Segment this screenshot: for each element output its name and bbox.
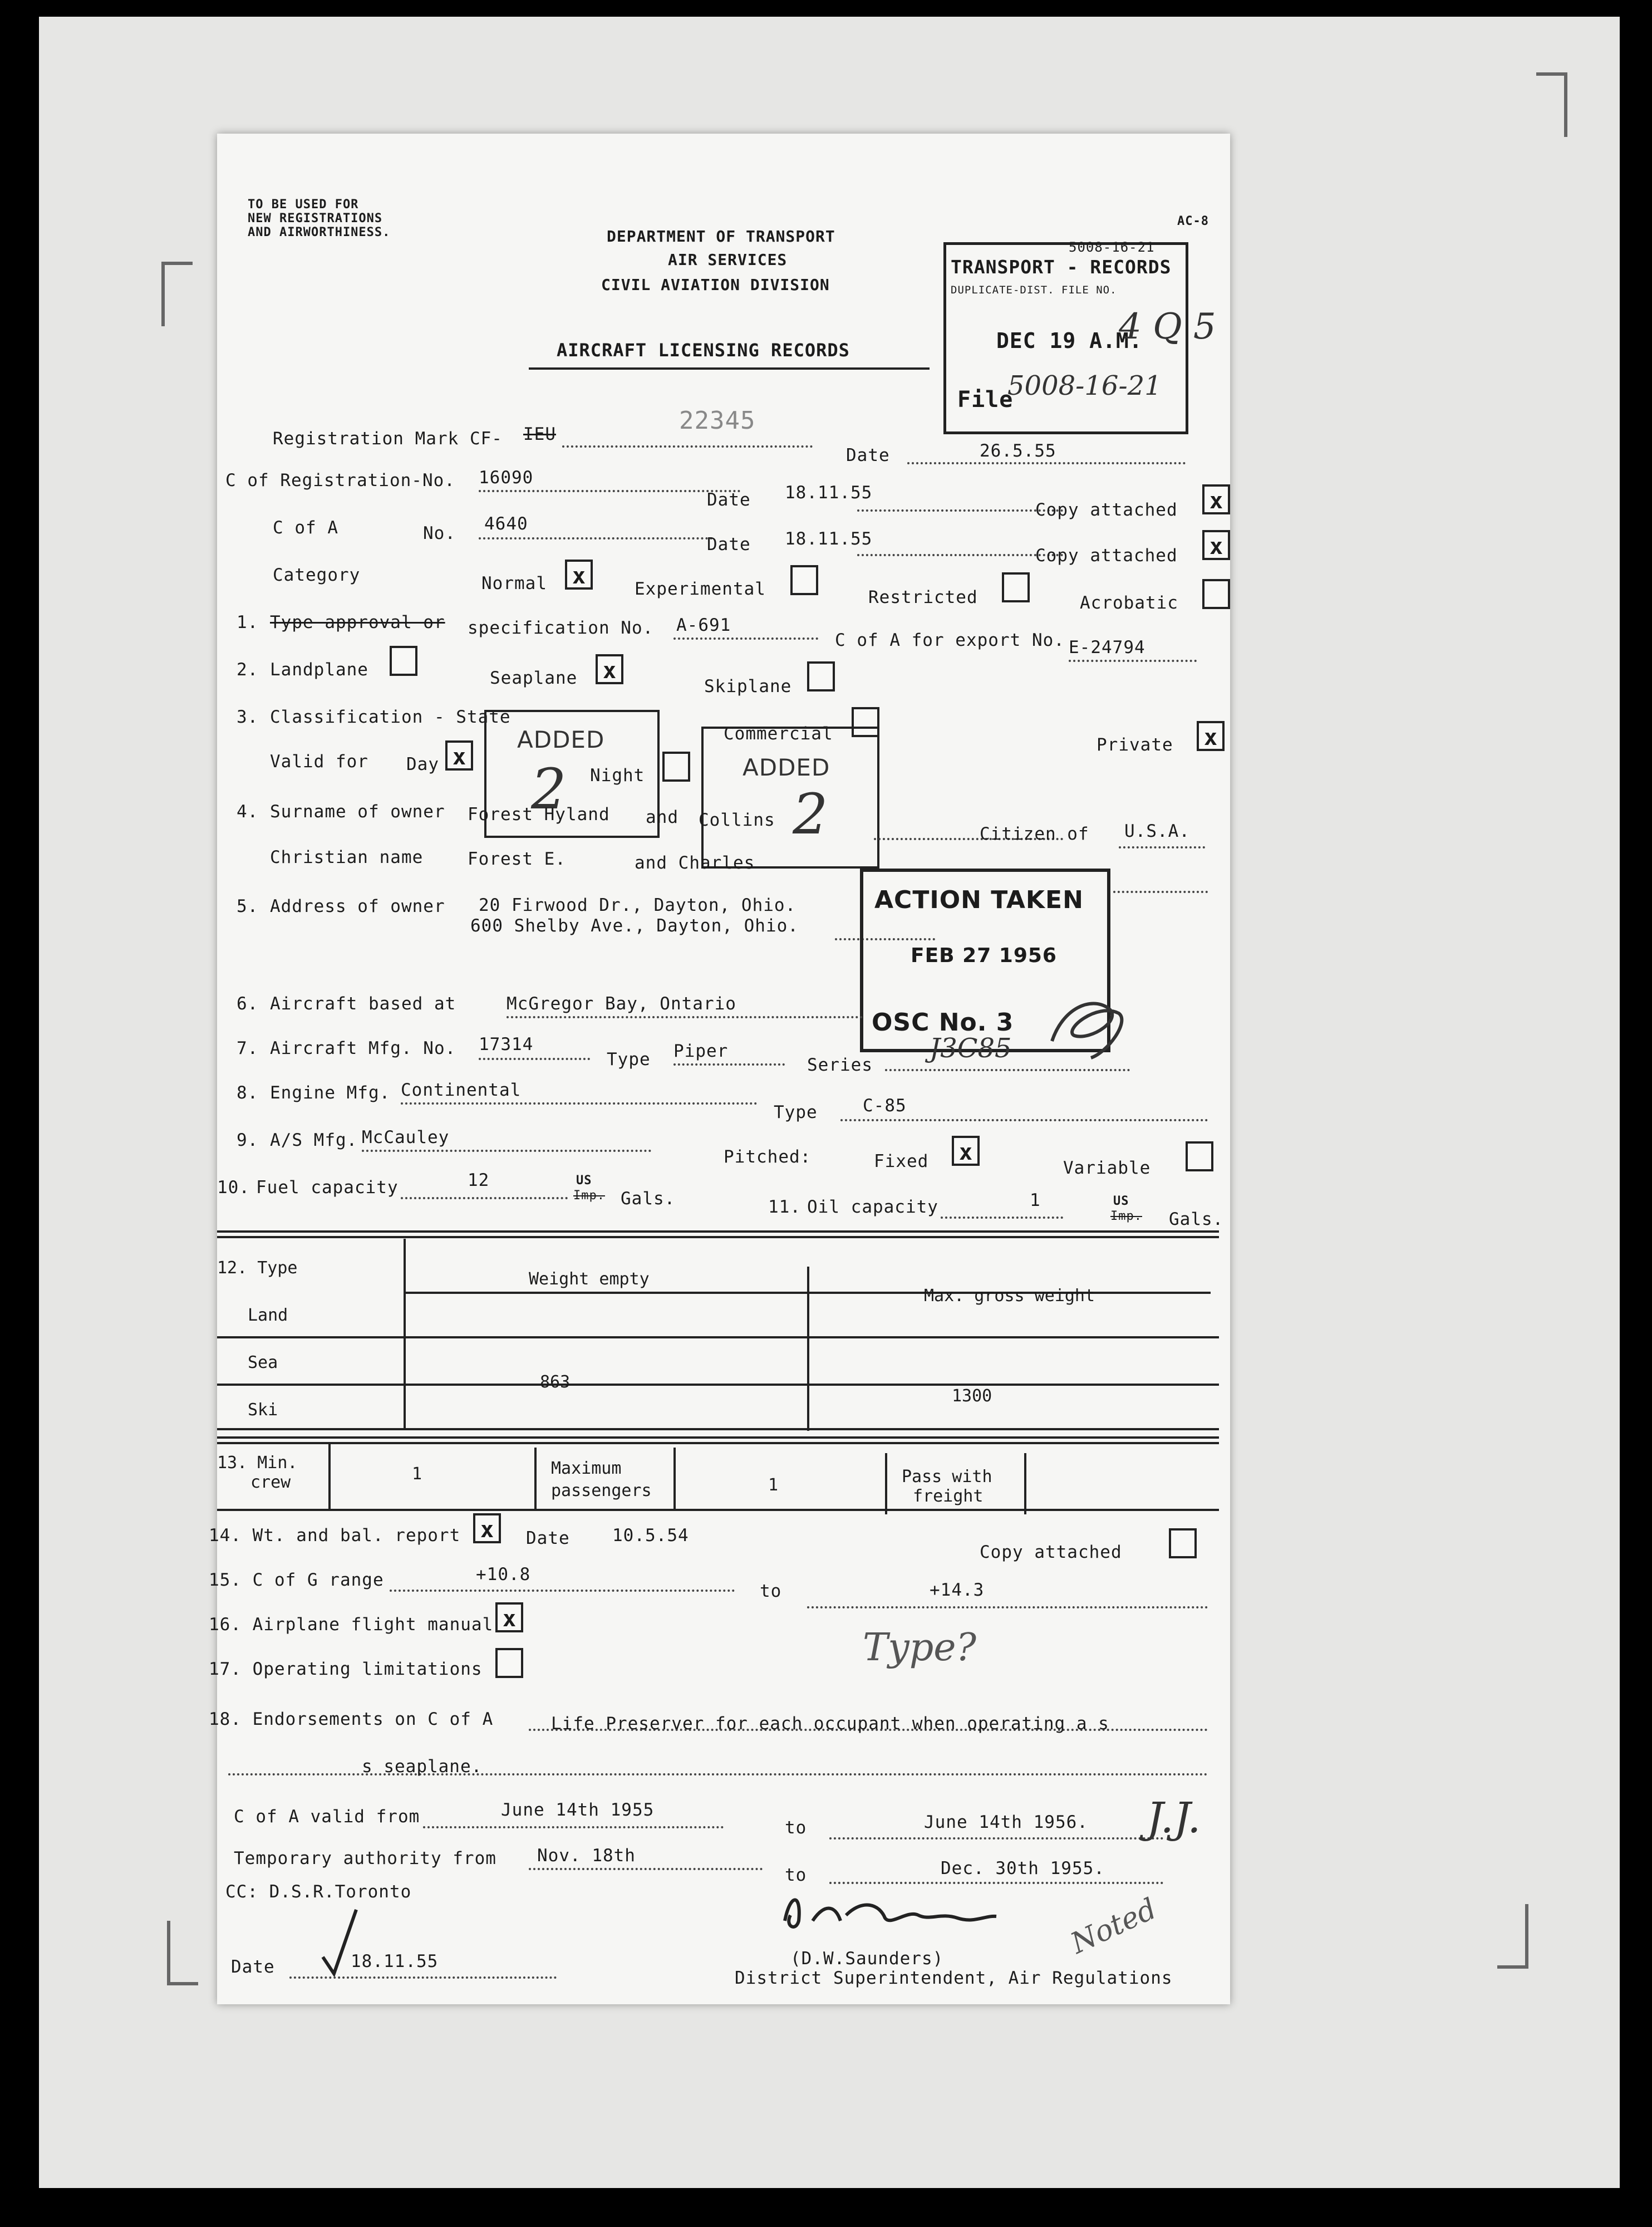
side-note: Noted [1065,1892,1162,1961]
use-note-1: TO BE USED FOR [248,198,359,212]
based-label: Aircraft based at [270,994,456,1014]
christian-label: Christian name [270,847,424,867]
bottom-date: 18.11.55 [351,1951,439,1971]
fuel-label: Fuel capacity [256,1178,399,1198]
item-10-number: 10. [217,1178,250,1198]
item-9-number: 9. [237,1130,259,1150]
civil-aviation-division: CIVIL AVIATION DIVISION [601,276,830,294]
crew-divider-5 [1024,1453,1026,1514]
private-checkbox[interactable]: x [1197,721,1225,751]
private-label: Private [1097,735,1173,755]
as-mfg: McCauley [362,1127,450,1147]
oplim-checkbox[interactable] [495,1648,523,1678]
dots-fuel [401,1197,568,1199]
weight-row-ski: Ski [248,1400,278,1420]
dots-citizen [1119,846,1205,848]
oplim-note: Type? [863,1626,976,1670]
crew-table-bottom [217,1509,1219,1511]
normal-checkbox[interactable]: x [565,560,593,590]
landplane-label: Landplane [270,660,368,680]
dots-valid-from [423,1826,724,1828]
added-stamp-1-label: ADDED [517,726,605,753]
variable-checkbox[interactable] [1186,1141,1213,1171]
use-note-2: NEW REGISTRATIONS [248,212,383,225]
oil-label: Oil capacity [807,1197,938,1217]
min-crew-value: 1 [412,1464,422,1484]
dots-oil [941,1216,1063,1219]
engine-type-label: Type [774,1102,818,1122]
dots-engine [401,1102,757,1105]
day-checkbox[interactable]: x [445,740,473,771]
item-6-number: 6. [237,994,259,1014]
address-line-2: 600 Shelby Ave., Dayton, Ohio. [470,916,799,936]
date-label: Date [846,445,890,465]
cofa-no-label: No. [423,523,456,543]
as-label: A/S Mfg. [270,1130,358,1150]
dots-spec [673,637,818,640]
temp-to: Dec. 30th 1955. [941,1858,1105,1878]
signer-title: District Superintendent, Air Regulations [735,1968,1173,1988]
oil-value: 1 [1030,1190,1041,1210]
wb-date-label: Date [526,1528,570,1548]
based-at: McGregor Bay, Ontario [507,994,736,1014]
cc-line: CC: D.S.R.Toronto [225,1882,412,1902]
temp-to-label: to [785,1865,807,1885]
dots-temp-from [529,1868,763,1870]
cofa-copy-label: Copy attached [1035,546,1178,566]
added-stamp-2-number: 2 [793,782,828,847]
variable-label: Variable [1063,1158,1151,1178]
crew-divider-4 [885,1453,887,1514]
action-stamp-initials [1041,974,1135,1069]
category-experimental: Experimental [635,579,766,599]
mfg-no: 17314 [479,1034,534,1054]
oil-imp: Imp. [1110,1209,1142,1223]
dots-type [673,1063,785,1066]
corner-bracket-top-right [1536,72,1567,137]
valid-from: June 14th 1955 [501,1800,655,1820]
dots-valid-to [829,1837,1163,1840]
oplim-label: 17. Operating limitations [209,1659,483,1679]
reg-date: 26.5.55 [980,441,1056,461]
dots-series [885,1069,1130,1071]
transport-stamp-date: DEC 19 A.M. [996,328,1143,353]
cofa-date: 18.11.55 [785,529,873,549]
landplane-checkbox[interactable] [390,646,417,676]
spec-label: specification No. [468,618,654,638]
oil-us: US [1113,1194,1129,1208]
item-4-number: 4. [237,802,259,822]
type-approval-struck: Type approval or [270,612,445,632]
dots-reg-mark [562,445,813,448]
transport-stamp-title: TRANSPORT - RECORDS [951,256,1172,278]
fuel-value: 12 [468,1170,490,1190]
signature [774,1882,1007,1943]
endorse-line-1: Life Preserver for each occupant when operating a s [551,1714,1109,1734]
top-file-number: 5008-16-21 [1069,239,1155,255]
weight-table-bottom [217,1428,1219,1430]
pass-freight-label-1: Pass with [902,1467,992,1487]
item-11-number: 11. [768,1197,801,1217]
weight-type-header: 12. Type [217,1258,298,1278]
crew-divider-3 [673,1448,676,1509]
christian-name-2: and Charles [635,853,755,873]
max-pass-label-1: Maximum [551,1459,622,1478]
weight-row-line-2 [217,1336,1219,1338]
action-stamp-date: FEB 27 1956 [911,944,1057,967]
mfg-label: Aircraft Mfg. No. [270,1038,456,1058]
wb-copy-label: Copy attached [980,1542,1122,1562]
item-1-number: 1. [237,612,259,632]
acrobatic-checkbox[interactable] [1202,579,1230,609]
seaplane-label: Seaplane [490,668,578,688]
cofr-no: 16090 [479,468,534,488]
licensing-record-form [209,134,1230,2004]
wb-label: 14. Wt. and bal. report [209,1525,461,1546]
pitched-label: Pitched: [724,1147,812,1167]
added-stamp-1-number: 2 [531,757,567,822]
dots-engine-type [840,1119,1208,1121]
cg-label: 15. C of G range [209,1570,384,1590]
valid-to: June 14th 1956. [924,1812,1088,1832]
max-pass-label-2: passengers [551,1481,652,1500]
cg-from: +10.8 [476,1564,531,1585]
owner-surname: Forest Hyland [468,805,610,825]
action-stamp-osc: OSC No. 3 [872,1008,1014,1037]
cofr-label: C of Registration-No. [225,470,455,490]
afm-label: 16. Airplane flight manual [209,1615,494,1635]
commercial-label: Commercial [724,724,833,744]
item-5-number: 5. [237,896,259,916]
weight-sea-empty: 863 [540,1372,571,1392]
weight-sea-gross: 1300 [952,1386,992,1406]
weight-row-sea: Sea [248,1353,278,1372]
crew-divider-2 [534,1448,537,1509]
seaplane-checkbox[interactable]: x [596,654,623,684]
dots-cofa-date [857,554,1063,556]
dots-cofa [479,537,712,539]
owner-surname-2: Collins [699,810,775,830]
added-stamp-2 [701,727,879,869]
margin-note: 4 Q 5 [1119,306,1216,347]
owner-label: Surname of owner [270,802,445,822]
category-label: Category [273,565,361,585]
added-stamp-2-label: ADDED [743,754,830,781]
cofr-copy-label: Copy attached [1035,500,1178,520]
item-7-number: 7. [237,1038,259,1058]
aircraft-type: Piper [673,1041,729,1061]
item-2-number: 2. [237,660,259,680]
dots-bottom-date [289,1976,557,1979]
fuel-us: US [576,1174,592,1188]
item-8-number: 8. [237,1083,259,1103]
export-label: C of A for export No. [835,630,1065,650]
citizen-label: Citizen of [980,824,1089,844]
bottom-date-label: Date [231,1957,275,1977]
classification-label: Classification - State [270,707,511,727]
air-services: AIR SERVICES [668,251,788,269]
temp-from: Nov. 18th [537,1846,636,1866]
night-label: Night [590,766,645,786]
engine-label: Engine Mfg. [270,1083,391,1103]
skiplane-checkbox[interactable] [807,661,835,691]
weight-table-top [217,1230,1219,1233]
address-line-1: 20 Firwood Dr., Dayton, Ohio. [479,895,796,915]
series-label: Series [807,1055,873,1075]
initials: J.J. [1147,1793,1201,1842]
wb-checkbox[interactable]: x [473,1513,501,1543]
transport-stamp-file-label: File [957,387,1014,413]
checkmark-icon [317,1904,362,1976]
title-underline [529,367,930,370]
corner-bracket-top-left [161,262,193,326]
cofa-copy-checkbox[interactable]: x [1202,530,1230,560]
fixed-checkbox[interactable]: x [952,1136,980,1166]
day-label: Day [406,754,439,774]
weight-table-top-2 [217,1236,1219,1238]
weight-empty-header: Weight empty [529,1269,650,1289]
action-stamp-title: ACTION TAKEN [874,886,1084,914]
max-pass-value: 1 [768,1475,779,1495]
cg-to: +14.3 [930,1580,985,1600]
skiplane-label: Skiplane [704,676,792,696]
valid-from-label: C of A valid from [234,1807,420,1827]
form-number: AC-8 [1177,214,1209,228]
afm-checkbox[interactable]: x [495,1602,523,1632]
dots-cofr-date [857,509,1063,512]
weight-row-land: Land [248,1306,288,1325]
endorse-label: 18. Endorsements on C of A [209,1709,494,1729]
experimental-checkbox[interactable] [790,565,818,595]
dots-mfg [479,1058,590,1060]
min-crew-label-2: crew [250,1473,291,1492]
dept-name: DEPARTMENT OF TRANSPORT [607,227,835,246]
fuel-imp: Imp. [573,1189,605,1203]
crew-table-top [217,1436,1219,1439]
use-note-3: AND AIRWORTHINESS. [248,225,391,239]
cofr-date: 18.11.55 [785,483,873,503]
endorse-line-2: s seaplane. [362,1757,483,1777]
dots-cofr [479,490,740,492]
cofr-copy-checkbox[interactable]: x [1202,484,1230,514]
category-acrobatic: Acrobatic [1080,593,1178,613]
wb-copy-checkbox[interactable] [1169,1528,1197,1558]
min-crew-label-1: 13. Min. [217,1453,298,1473]
night-checkbox[interactable] [662,752,690,782]
corner-bracket-bottom-left [167,1921,198,1985]
valid-for-label: Valid for [270,752,368,772]
fixed-label: Fixed [874,1151,929,1171]
cofa-date-label: Date [707,534,751,555]
citizen-value: U.S.A. [1124,821,1190,841]
category-restricted: Restricted [868,587,978,607]
transport-stamp-file-no: 5008-16-21 [1007,370,1162,401]
signer-name: (D.W.Saunders) [790,1949,944,1969]
dots-cg-to [807,1606,1208,1608]
dots-christian [1113,891,1208,893]
form-title: AIRCRAFT LICENSING RECORDS [557,340,850,361]
dots-based [507,1016,863,1018]
address-label: Address of owner [270,896,445,916]
reg-mark-label: Registration Mark CF- [273,429,503,449]
cofa-label: C of A [273,518,338,538]
corner-bracket-bottom-right [1497,1904,1528,1969]
weight-gross-header: Max. gross weight [924,1286,1095,1306]
dots-cg-from [390,1590,735,1592]
engine-value: Continental [401,1080,522,1100]
oil-gals: Gals. [1169,1209,1224,1229]
crew-table-top-2 [217,1442,1219,1444]
wb-date: 10.5.54 [612,1525,689,1546]
type-label: Type [607,1049,651,1070]
cofr-date-label: Date [707,490,751,510]
spec-no: A-691 [676,615,731,635]
crew-divider-1 [328,1442,331,1509]
transport-stamp-subtitle: DUPLICATE-DIST. FILE NO. [951,284,1117,296]
cg-to-label: to [760,1581,782,1601]
restricted-checkbox[interactable] [1002,572,1030,602]
cofa-no: 4640 [484,514,528,534]
dots-as [362,1150,651,1152]
temp-label: Temporary authority from [234,1848,496,1868]
dots-export [1069,660,1197,662]
fuel-gals: Gals. [621,1189,676,1209]
owner-and: and [646,807,678,827]
weight-row-line-3 [217,1384,1219,1386]
valid-to-label: to [785,1818,807,1838]
christian-name: Forest E. [468,849,566,869]
serial-number: 22345 [679,406,756,435]
item-3-number: 3. [237,707,259,727]
pass-freight-label-2: freight [913,1487,984,1506]
weight-col-divider-1 [404,1239,406,1428]
dots-date [907,462,1186,464]
category-normal: Normal [481,573,547,593]
export-no: E-24794 [1069,637,1145,658]
series-value: J3C85 [930,1033,1012,1064]
reg-mark: IEU [523,424,556,444]
engine-type: C-85 [863,1096,907,1116]
